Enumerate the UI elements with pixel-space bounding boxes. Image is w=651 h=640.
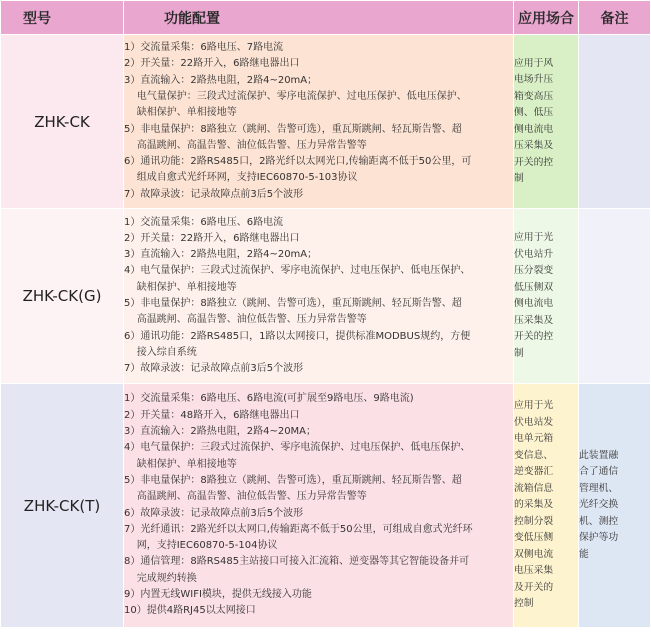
feature-line: 8）通信管理：8路RS485主站接口可接入汇流箱、逆变器等其它智能设备并可 — [124, 556, 470, 568]
application-cell: 应用于光 伏电站发 电单元箱 变信息、 逆变器汇 流箱信息 的采集及 控制分裂 变低压侧 双侧电流 电压采集 及开关的 控制 — [514, 384, 579, 628]
feature-line: 4）电气量保护：三段式过流保护、零序电流保护、过电压保护、低电压保护、 — [124, 265, 471, 277]
table-row — [1, 35, 651, 209]
model-cell: ZHK-CK(T) — [1, 384, 124, 628]
feature-line: 接入综自系统 — [124, 346, 197, 358]
feature-line: 4）电气量保护：三段式过流保护、零序电流保护、过电压保护、低电压保护、 — [124, 442, 471, 454]
feature-line: 1）交流量采集：6路电压、7路电流 — [124, 42, 284, 54]
feature-line: 6）故障录波：记录故障点前3后5个波形 — [124, 507, 304, 519]
header-features: 功能配置 — [124, 1, 514, 35]
features-cell — [124, 384, 514, 628]
feature-line: 高温跳闸、高温告警、油位低告警、压力异常告警等 — [124, 314, 367, 326]
feature-line: 2）开关量：48路开入，6路继电器出口 — [124, 409, 300, 421]
header-application: 应用场合 — [514, 1, 579, 35]
feature-line: 6）通讯功能：2路RS485口，2路光纤以太网光口,传输距离不低于50公里，可 — [124, 156, 472, 168]
feature-line: 3）直流输入：2路热电阻，2路4~20mA； — [124, 249, 318, 261]
notes-cell — [579, 35, 651, 209]
feature-line: 高温跳闸、高温告警、油位低告警、压力异常告警等 — [124, 139, 367, 151]
feature-line: 3）直流输入：2路热电阻，2路4~20MA； — [124, 426, 317, 438]
feature-line: 6）通讯功能：2路RS485口，1路以太网接口，提供标准MODBUS规约，方便 — [124, 330, 471, 342]
feature-line: 7）光纤通讯：2路光纤以太网口,传输距离不低于50公里，可组成自愈式光纤环 — [124, 523, 473, 535]
feature-line: 1）交流量采集：6路电压、6路电流(可扩展至9路电压、9路电流) — [124, 393, 414, 405]
feature-line: 7）故障录波：记录故障点前3后5个波形 — [124, 363, 304, 375]
notes-cell — [579, 209, 651, 384]
table-header — [1, 1, 651, 35]
feature-line: 组成自愈式光纤环网，支持IEC60870-5-103协议 — [124, 172, 358, 184]
features-cell — [124, 209, 514, 384]
feature-line: 5）非电量保护：8路独立（跳闸、告警可选），重瓦斯跳闸、轻瓦斯告警、超 — [124, 474, 462, 486]
table-row — [1, 384, 651, 628]
feature-line: 5）非电量保护：8路独立（跳闸、告警可选），重瓦斯跳闸、轻瓦斯告警、超 — [124, 123, 462, 135]
model-cell: ZHK-CK — [1, 35, 124, 209]
feature-line: 电气量保护：三段式过流保护、零序电流保护、过电压保护、低电压保护、 — [124, 90, 467, 102]
feature-line: 7）故障录波：记录故障点前3后5个波形 — [124, 188, 304, 200]
feature-line: 缺相保护、单相接地等 — [124, 281, 237, 293]
header-notes: 备注 — [579, 1, 651, 35]
features-cell — [124, 35, 514, 209]
feature-line: 1）交流量采集：6路电压、6路电流 — [124, 216, 284, 228]
feature-line: 3）直流输入：2路热电阻，2路4~20mA； — [124, 74, 318, 86]
notes-cell: 此装置融 合了通信 管理机、 光纤交换 机、测控 保护等功 能 — [579, 384, 651, 628]
feature-line: 5）非电量保护：8路独立（跳闸、告警可选），重瓦斯跳闸、轻瓦斯告警、超 — [124, 298, 462, 309]
application-cell: 应用于风 电场升压 箱变高压 侧、低压 侧电流电 压采集及 开关的控 制 — [514, 35, 579, 209]
model-cell: ZHK-CK(G) — [1, 209, 124, 384]
feature-line: 缺相保护、单相接地等 — [124, 458, 237, 470]
feature-line: 9）内置无线WIFI模块，提供无线接入功能 — [124, 588, 312, 600]
application-cell: 应用于光 伏电站升 压分裂变 低压侧双 侧电流电 压采集及 开关的控 制 — [514, 209, 579, 384]
feature-line: 完成规约转换 — [124, 572, 197, 584]
header-model: 型号 — [1, 1, 124, 35]
feature-line: 高温跳闸、高温告警、油位低告警、压力异常告警等 — [124, 491, 367, 503]
feature-line: 2）开关量：22路开入，6路继电器出口 — [124, 232, 300, 244]
feature-line: 10）提供4路RJ45以太网接口 — [124, 605, 256, 617]
feature-line: 缺相保护、单相接地等 — [124, 107, 237, 119]
table-row — [1, 209, 651, 384]
feature-line: 2）开关量：22路开入，6路继电器出口 — [124, 58, 300, 70]
feature-line: 网，支持IEC60870-5-104协议 — [124, 540, 278, 552]
